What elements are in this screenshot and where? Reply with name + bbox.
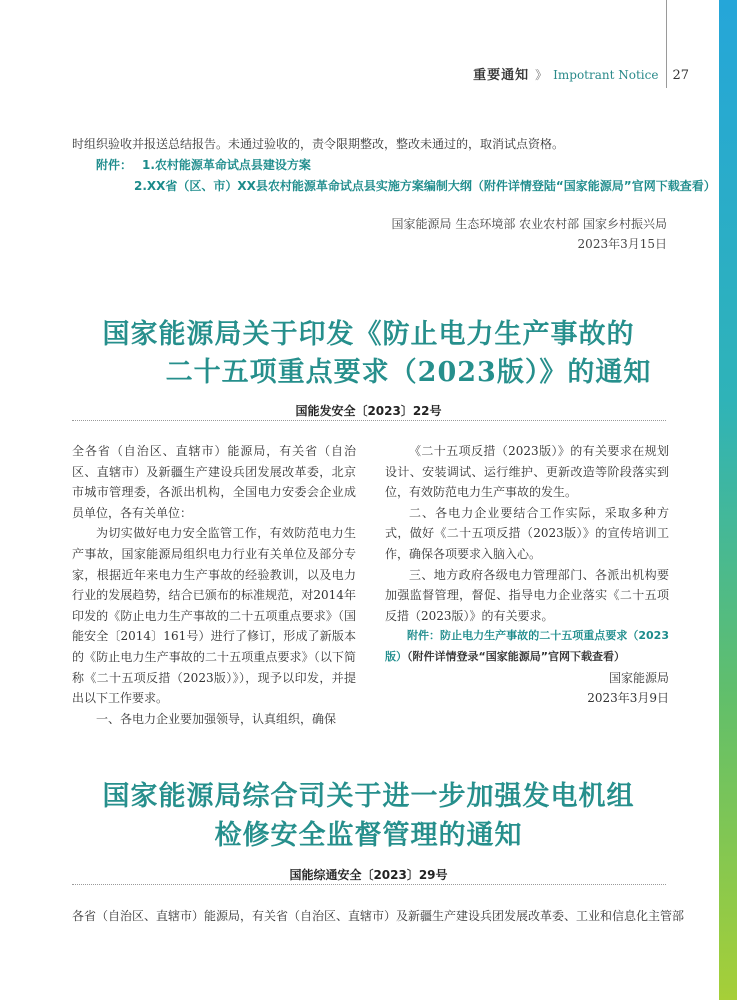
intro-attachment-2: 2.XX省（区、市）XX县农村能源革命试点县实施方案编制大纲（附件详情登陆“国家能源局”官网下载查看） — [134, 179, 716, 193]
divider — [72, 884, 666, 885]
intro-date: 2023年3月15日 — [577, 237, 667, 251]
notice2-title-line2: 检修安全监督管理的通知 — [214, 820, 523, 851]
notice1-signer: 国家能源局 — [608, 670, 669, 685]
attachment-1-text: 1.农村能源革命试点县建设方案 — [142, 158, 311, 172]
intro-signers: 国家能源局 生态环境部 农业农村部 国家乡村振兴局 — [391, 217, 667, 231]
notice1-doc-number: 国能发安全〔2023〕22号 — [295, 404, 442, 418]
paragraph: 全各省（自治区、直辖市）能源局，有关省（自治区、直辖市）及新疆生产建设兵团发展改革委，北京市城市管理委，各派出机构，全国电力安委会企业成员单位，各有关单位： — [72, 444, 356, 520]
section-title-en: Impotrant Notice — [553, 68, 659, 82]
paragraph: 三、地方政府各级电力管理部门、各派出机构要加强监督管理，督促、指导电力企业落实《二十五项反措（2023版）》的有关要求。 — [385, 567, 669, 623]
notice1-date: 2023年3月9日 — [587, 691, 669, 706]
notice1-right-column — [385, 441, 669, 709]
paragraph: 《二十五项反措（2023版）》的有关要求在规划设计、安装调试、运行维护、更新改造等阶段落实到位，有效防范电力生产事故的发生。 — [385, 444, 669, 500]
divider — [72, 420, 666, 421]
notice2-body: 各省（自治区、直辖市）能源局，有关省（自治区、直辖市）及新疆生产建设兵团发展改革委、工业和信息化主管部 — [72, 909, 685, 923]
intro-line: 时组织验收并报送总结报告。未通过验收的，责令限期整改，整改未通过的，取消试点资格。 — [72, 137, 565, 151]
paragraph: 一、各电力企业要加强领导，认真组织，确保 — [96, 711, 337, 726]
notice2-title-line1: 国家能源局综合司关于进一步加强发电机组 — [102, 781, 635, 812]
page-number: 27 — [672, 68, 689, 83]
notice1-attachment — [385, 626, 669, 667]
notice1-left-column — [72, 441, 356, 729]
paragraph: 为切实做好电力安全监管工作，有效防范电力生产事故，国家能源局组织电力行业有关单位及部分专家，根据近年来电力生产事故的经验教训，以及电力行业的发展趋势，结合已颁布的标准规范，对2014年印发的《防止电力生产事故的二十五项重点要求》（国能安全〔2014〕161号）进行了修订，形成了新版本的《防止电力生产事故的二十五项重点要求》（以下简称《二十五项反措（2023版）》），现予以印发，并提出以下工作要求。 — [72, 526, 356, 706]
notice1-title-line1: 国家能源局关于印发《防止电力生产事故的 — [102, 319, 635, 350]
paragraph: 二、各电力企业要结合工作实际，采取多种方式，做好《二十五项反措（2023版）》的宣传培训工作，确保各项要求入脑入心。 — [385, 505, 669, 561]
running-header — [473, 64, 689, 83]
attachment-title: 附件：防止电力生产事故的二十五项重点要求（2023版） — [385, 629, 669, 663]
double-chevron-icon: 》 — [535, 68, 548, 82]
notice2-doc-number: 国能综通安全〔2023〕29号 — [289, 868, 448, 882]
intro-attachment-1 — [96, 155, 311, 175]
attachment-label: 附件： — [96, 158, 133, 172]
notice1-title-line2: 二十五项重点要求（2023版）》的通知 — [165, 357, 652, 388]
attachment-note: （附件详情登录“国家能源局”官网下载查看） — [407, 649, 625, 663]
section-title: 重要通知 — [473, 68, 530, 83]
